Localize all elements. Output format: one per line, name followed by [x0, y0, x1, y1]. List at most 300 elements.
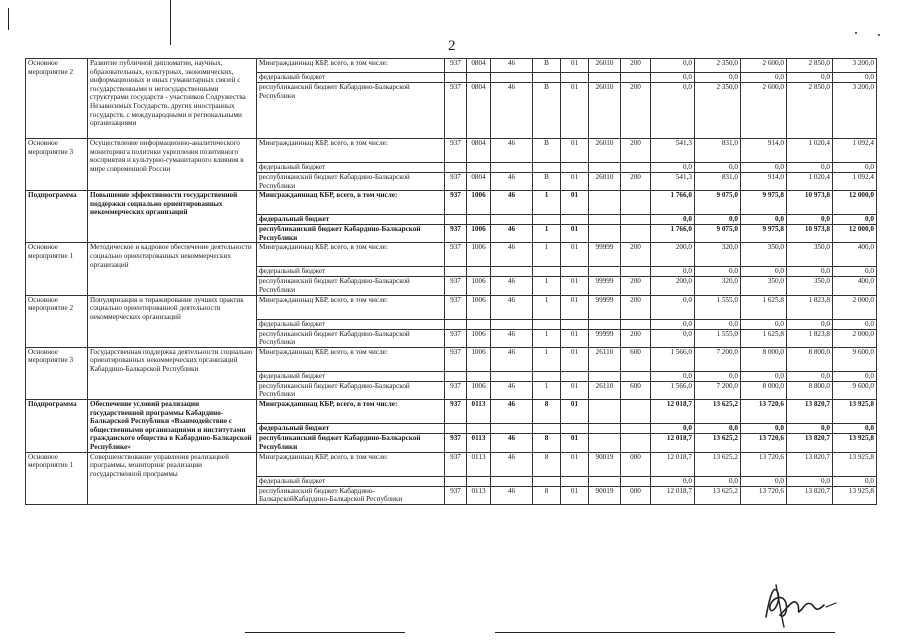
code-cell-rzpr: [467, 73, 491, 83]
scan-artifact-left: [8, 8, 9, 30]
code-cell-rzpr: [467, 319, 491, 329]
amount-cell-v1: 541,3: [651, 173, 695, 191]
funding-source-cell: федеральный бюджет: [257, 215, 445, 225]
code-cell-c2: [533, 371, 561, 381]
code-cell-vr: [621, 163, 651, 173]
amount-cell-v5: 2 000,0: [833, 329, 877, 347]
scan-dot: [855, 32, 857, 34]
code-cell-c2: 1: [533, 381, 561, 399]
amount-cell-v1: 0,0: [651, 295, 695, 319]
amount-cell-v2: 0,0: [695, 73, 741, 83]
amount-cell-v1: 12 018,7: [651, 434, 695, 452]
code-cell-rzpr: [467, 163, 491, 173]
amount-cell-v1: 0,0: [651, 319, 695, 329]
code-cell-c3: [561, 267, 589, 277]
scan-artifact-bottom-right: [495, 632, 835, 633]
amount-cell-v3: 0,0: [741, 163, 787, 173]
row-name-cell: Популяризация и тиражирование лучших практик социально ориентированной деятельности некоммерческих организаций: [88, 295, 257, 347]
amount-cell-v5: 0,0: [833, 163, 877, 173]
code-cell-vr: [621, 225, 651, 243]
scan-artifact-top: [170, 0, 171, 45]
code-cell-c4: [589, 319, 621, 329]
amount-cell-v1: 1 766,0: [651, 225, 695, 243]
code-cell-c1: 46: [491, 243, 533, 267]
amount-cell-v4: 1 020,4: [787, 173, 833, 191]
amount-cell-v1: 541,3: [651, 139, 695, 163]
amount-cell-v2: 0,0: [695, 476, 741, 486]
amount-cell-v1: 1 566,0: [651, 381, 695, 399]
amount-cell-v5: 13 925,8: [833, 434, 877, 452]
code-cell-c2: 1: [533, 225, 561, 243]
code-cell-c3: 01: [561, 139, 589, 163]
code-cell-c2: [533, 215, 561, 225]
table-row: [26, 347, 877, 371]
code-cell-c2: 8: [533, 486, 561, 504]
code-cell-vr: 200: [621, 83, 651, 139]
amount-cell-v3: 13 720,6: [741, 434, 787, 452]
code-cell-rzpr: 0804: [467, 59, 491, 73]
code-cell-c2: 1: [533, 277, 561, 295]
funding-source-cell: Минграждаиннац КБР, всего, в том числе:: [257, 347, 445, 371]
code-cell-c1: 46: [491, 191, 533, 215]
code-cell-c1: 46: [491, 399, 533, 423]
amount-cell-v2: 0,0: [695, 319, 741, 329]
code-cell-grbs: 937: [445, 486, 467, 504]
code-cell-c4: 26010: [589, 139, 621, 163]
amount-cell-v2: 0,0: [695, 215, 741, 225]
code-cell-c4: 99999: [589, 329, 621, 347]
amount-cell-v1: 200,0: [651, 243, 695, 267]
amount-cell-v1: 200,0: [651, 277, 695, 295]
funding-source-cell: Минграждаиннац КБР, всего, в том числе:: [257, 191, 445, 215]
amount-cell-v2: 1 555,0: [695, 295, 741, 319]
amount-cell-v2: 9 075,0: [695, 191, 741, 215]
signature: [760, 575, 840, 630]
amount-cell-v5: 13 925,8: [833, 452, 877, 476]
code-cell-grbs: 937: [445, 173, 467, 191]
code-cell-c4: 26010: [589, 173, 621, 191]
code-cell-c3: 01: [561, 59, 589, 73]
row-name-cell: Обеспечение условий реализации государственной программы Кабардино-Балкарской Республики «Взаимодействие с общественными организациями и институтами гражданского общества в Кабардино-Балкарской Республике»: [88, 399, 257, 452]
amount-cell-v2: 13 625,2: [695, 452, 741, 476]
code-cell-c3: 01: [561, 243, 589, 267]
funding-source-cell: Минграждаиннац КБР, всего, в том числе:: [257, 59, 445, 73]
code-cell-c2: [533, 163, 561, 173]
funding-source-cell: Минграждаиннац КБР, всего, в том числе:: [257, 399, 445, 423]
amount-cell-v5: 12 000,0: [833, 225, 877, 243]
amount-cell-v2: 13 625,2: [695, 434, 741, 452]
funding-source-cell: федеральный бюджет: [257, 163, 445, 173]
amount-cell-v3: 0,0: [741, 319, 787, 329]
code-cell-c2: 1: [533, 329, 561, 347]
code-cell-c2: 8: [533, 399, 561, 423]
code-cell-rzpr: 1006: [467, 191, 491, 215]
amount-cell-v2: 7 200,0: [695, 347, 741, 371]
amount-cell-v4: 1 020,4: [787, 139, 833, 163]
amount-cell-v3: 2 600,0: [741, 83, 787, 139]
page-number: 2: [448, 38, 456, 54]
code-cell-grbs: 937: [445, 399, 467, 423]
code-cell-rzpr: 0113: [467, 399, 491, 423]
code-cell-grbs: [445, 163, 467, 173]
amount-cell-v3: 914,0: [741, 139, 787, 163]
code-cell-grbs: 937: [445, 191, 467, 215]
amount-cell-v1: 1 566,0: [651, 347, 695, 371]
code-cell-c2: 1: [533, 243, 561, 267]
funding-source-cell: республиканский бюджет Кабардино-Балкарской Республики: [257, 329, 445, 347]
code-cell-c2: [533, 73, 561, 83]
amount-cell-v2: 0,0: [695, 424, 741, 434]
code-cell-c1: 46: [491, 173, 533, 191]
code-cell-c3: [561, 163, 589, 173]
amount-cell-v5: 400,0: [833, 243, 877, 267]
code-cell-grbs: 937: [445, 452, 467, 476]
code-cell-c4: 99999: [589, 243, 621, 267]
code-cell-vr: [621, 319, 651, 329]
code-cell-c3: 01: [561, 381, 589, 399]
amount-cell-v5: 3 200,0: [833, 83, 877, 139]
amount-cell-v2: 2 350,0: [695, 83, 741, 139]
amount-cell-v4: 0,0: [787, 215, 833, 225]
code-cell-c4: [589, 215, 621, 225]
code-cell-grbs: 937: [445, 243, 467, 267]
table-row: [26, 139, 877, 163]
code-cell-c4: [589, 225, 621, 243]
code-cell-vr: 200: [621, 277, 651, 295]
table-row: [26, 295, 877, 319]
code-cell-c1: 46: [491, 486, 533, 504]
code-cell-grbs: 937: [445, 83, 467, 139]
amount-cell-v4: 13 820,7: [787, 399, 833, 423]
amount-cell-v1: 12 018,7: [651, 486, 695, 504]
code-cell-c3: 01: [561, 452, 589, 476]
amount-cell-v3: 350,0: [741, 243, 787, 267]
amount-cell-v5: 0,0: [833, 267, 877, 277]
amount-cell-v2: 7 200,0: [695, 381, 741, 399]
amount-cell-v4: 13 820,7: [787, 452, 833, 476]
amount-cell-v1: 0,0: [651, 476, 695, 486]
amount-cell-v3: 0,0: [741, 73, 787, 83]
code-cell-vr: 200: [621, 173, 651, 191]
code-cell-c1: 46: [491, 295, 533, 319]
row-name-cell: Повышение эффективности государственной поддержки социально ориентированных некоммерческих организаций: [88, 191, 257, 243]
amount-cell-v3: 350,0: [741, 277, 787, 295]
code-cell-c3: 01: [561, 329, 589, 347]
amount-cell-v4: 0,0: [787, 319, 833, 329]
amount-cell-v5: 13 925,8: [833, 486, 877, 504]
funding-source-cell: Минграждаиннац КБР, всего, в том числе:: [257, 243, 445, 267]
code-cell-c1: 46: [491, 277, 533, 295]
code-cell-c3: [561, 476, 589, 486]
code-cell-c1: [491, 267, 533, 277]
code-cell-c1: 46: [491, 452, 533, 476]
amount-cell-v2: 2 350,0: [695, 59, 741, 73]
code-cell-grbs: [445, 267, 467, 277]
code-cell-vr: [621, 434, 651, 452]
code-cell-c2: 1: [533, 191, 561, 215]
amount-cell-v2: 9 075,0: [695, 225, 741, 243]
code-cell-rzpr: 0804: [467, 139, 491, 163]
code-cell-c4: [589, 163, 621, 173]
funding-source-cell: республиканский бюджет Кабардино-Балкарской Республики: [257, 434, 445, 452]
amount-cell-v5: 2 000,0: [833, 295, 877, 319]
amount-cell-v1: 12 018,7: [651, 452, 695, 476]
funding-source-cell: республиканский бюджет Кабардино-Балкарской Республики: [257, 225, 445, 243]
amount-cell-v4: 13 820,7: [787, 434, 833, 452]
code-cell-c1: 46: [491, 139, 533, 163]
funding-source-cell: федеральный бюджет: [257, 319, 445, 329]
row-type-cell: Основное мероприятие 2: [26, 59, 88, 139]
code-cell-c1: 46: [491, 347, 533, 371]
code-cell-vr: [621, 191, 651, 215]
amount-cell-v4: 13 820,7: [787, 486, 833, 504]
code-cell-c3: 01: [561, 347, 589, 371]
code-cell-c4: [589, 399, 621, 423]
code-cell-grbs: [445, 319, 467, 329]
amount-cell-v1: 0,0: [651, 424, 695, 434]
code-cell-vr: 200: [621, 139, 651, 163]
code-cell-c4: 26110: [589, 381, 621, 399]
table-row: [26, 59, 877, 73]
amount-cell-v3: 8 000,0: [741, 347, 787, 371]
code-cell-c1: [491, 163, 533, 173]
amount-cell-v1: 0,0: [651, 83, 695, 139]
amount-cell-v4: 10 973,8: [787, 191, 833, 215]
amount-cell-v4: 2 850,0: [787, 83, 833, 139]
amount-cell-v3: 0,0: [741, 371, 787, 381]
code-cell-rzpr: 0804: [467, 83, 491, 139]
code-cell-c4: [589, 267, 621, 277]
code-cell-c4: [589, 434, 621, 452]
amount-cell-v4: 8 800,0: [787, 381, 833, 399]
amount-cell-v4: 1 823,8: [787, 329, 833, 347]
code-cell-c2: [533, 267, 561, 277]
code-cell-rzpr: 0804: [467, 173, 491, 191]
funding-source-cell: федеральный бюджет: [257, 73, 445, 83]
code-cell-c2: 8: [533, 434, 561, 452]
code-cell-c1: 46: [491, 83, 533, 139]
amount-cell-v3: 1 625,8: [741, 295, 787, 319]
amount-cell-v4: 350,0: [787, 243, 833, 267]
code-cell-vr: 200: [621, 329, 651, 347]
code-cell-grbs: 937: [445, 347, 467, 371]
amount-cell-v4: 0,0: [787, 424, 833, 434]
funding-source-cell: Минграждаиннац КБР, всего, в том числе:: [257, 139, 445, 163]
code-cell-c3: 01: [561, 191, 589, 215]
row-name-cell: Осуществление информационно-аналитического мониторинга политики укрепления позитивного восприятия и культурно-гуманитарного влияния в мире современной России: [88, 139, 257, 191]
funding-source-cell: республиканский бюджет Кабардино-Балкарской Республики: [257, 173, 445, 191]
amount-cell-v5: 0,0: [833, 73, 877, 83]
code-cell-grbs: [445, 424, 467, 434]
amount-cell-v1: 0,0: [651, 59, 695, 73]
amount-cell-v3: 0,0: [741, 215, 787, 225]
code-cell-c1: [491, 73, 533, 83]
amount-cell-v4: 0,0: [787, 163, 833, 173]
amount-cell-v1: 0,0: [651, 163, 695, 173]
amount-cell-v4: 8 800,0: [787, 347, 833, 371]
code-cell-grbs: 937: [445, 434, 467, 452]
code-cell-rzpr: 0113: [467, 434, 491, 452]
code-cell-vr: 600: [621, 381, 651, 399]
code-cell-rzpr: 1006: [467, 277, 491, 295]
amount-cell-v4: 2 850,0: [787, 59, 833, 73]
amount-cell-v5: 13 925,8: [833, 399, 877, 423]
code-cell-grbs: 937: [445, 59, 467, 73]
code-cell-rzpr: [467, 267, 491, 277]
code-cell-c2: В: [533, 173, 561, 191]
code-cell-c1: [491, 476, 533, 486]
code-cell-c4: 99999: [589, 277, 621, 295]
code-cell-c1: [491, 319, 533, 329]
code-cell-c2: [533, 476, 561, 486]
amount-cell-v5: 0,0: [833, 371, 877, 381]
amount-cell-v3: 8 000,0: [741, 381, 787, 399]
amount-cell-v4: 0,0: [787, 371, 833, 381]
amount-cell-v5: 400,0: [833, 277, 877, 295]
amount-cell-v3: 914,0: [741, 173, 787, 191]
funding-source-cell: республиканский бюджет Кабардино-Балкарской Республики: [257, 277, 445, 295]
code-cell-vr: [621, 399, 651, 423]
amount-cell-v2: 1 555,0: [695, 329, 741, 347]
amount-cell-v2: 831,0: [695, 139, 741, 163]
amount-cell-v5: 0,0: [833, 476, 877, 486]
code-cell-c4: 90019: [589, 486, 621, 504]
code-cell-c3: [561, 319, 589, 329]
funding-source-cell: федеральный бюджет: [257, 371, 445, 381]
amount-cell-v4: 1 823,8: [787, 295, 833, 319]
code-cell-c4: 90019: [589, 452, 621, 476]
amount-cell-v3: 0,0: [741, 267, 787, 277]
code-cell-vr: [621, 371, 651, 381]
code-cell-c1: 46: [491, 329, 533, 347]
amount-cell-v2: 0,0: [695, 371, 741, 381]
amount-cell-v5: 9 600,0: [833, 347, 877, 371]
code-cell-rzpr: 1006: [467, 243, 491, 267]
amount-cell-v2: 13 625,2: [695, 399, 741, 423]
code-cell-grbs: 937: [445, 139, 467, 163]
budget-table: [25, 58, 877, 505]
code-cell-c3: 01: [561, 295, 589, 319]
amount-cell-v1: 0,0: [651, 371, 695, 381]
code-cell-c3: 01: [561, 399, 589, 423]
row-type-cell: Основное мероприятие 3: [26, 139, 88, 191]
code-cell-c3: 01: [561, 173, 589, 191]
code-cell-rzpr: 1006: [467, 225, 491, 243]
code-cell-rzpr: [467, 371, 491, 381]
amount-cell-v2: 0,0: [695, 163, 741, 173]
code-cell-grbs: [445, 476, 467, 486]
table-row: [26, 399, 877, 423]
code-cell-vr: 600: [621, 347, 651, 371]
amount-cell-v5: 3 200,0: [833, 59, 877, 73]
code-cell-rzpr: 1006: [467, 295, 491, 319]
amount-cell-v1: 12 018,7: [651, 399, 695, 423]
amount-cell-v1: 0,0: [651, 329, 695, 347]
code-cell-grbs: [445, 371, 467, 381]
code-cell-c2: 1: [533, 347, 561, 371]
table-row: [26, 191, 877, 215]
code-cell-vr: [621, 267, 651, 277]
funding-source-cell: федеральный бюджет: [257, 424, 445, 434]
amount-cell-v4: 350,0: [787, 277, 833, 295]
code-cell-c4: [589, 191, 621, 215]
code-cell-c4: [589, 371, 621, 381]
funding-source-cell: федеральный бюджет: [257, 476, 445, 486]
amount-cell-v3: 0,0: [741, 424, 787, 434]
code-cell-c2: [533, 424, 561, 434]
code-cell-c3: 01: [561, 434, 589, 452]
code-cell-c1: [491, 424, 533, 434]
amount-cell-v4: 0,0: [787, 267, 833, 277]
code-cell-grbs: 937: [445, 329, 467, 347]
code-cell-c3: [561, 424, 589, 434]
code-cell-grbs: 937: [445, 381, 467, 399]
code-cell-c3: 01: [561, 486, 589, 504]
code-cell-c2: В: [533, 59, 561, 73]
funding-source-cell: республиканский бюджет Кабардино-Балкарской Республики: [257, 381, 445, 399]
code-cell-c3: 01: [561, 277, 589, 295]
code-cell-c1: 46: [491, 59, 533, 73]
amount-cell-v5: 0,0: [833, 424, 877, 434]
amount-cell-v4: 10 973,8: [787, 225, 833, 243]
code-cell-vr: [621, 73, 651, 83]
code-cell-vr: 000: [621, 486, 651, 504]
code-cell-rzpr: 1006: [467, 329, 491, 347]
code-cell-c1: 46: [491, 381, 533, 399]
row-type-cell: Основное мероприятие 2: [26, 295, 88, 347]
amount-cell-v1: 0,0: [651, 267, 695, 277]
amount-cell-v1: 0,0: [651, 215, 695, 225]
code-cell-c2: В: [533, 83, 561, 139]
amount-cell-v2: 320,0: [695, 243, 741, 267]
amount-cell-v3: 0,0: [741, 476, 787, 486]
code-cell-c2: [533, 319, 561, 329]
row-type-cell: Основное мероприятие 1: [26, 452, 88, 504]
row-type-cell: Основное мероприятие 1: [26, 243, 88, 295]
amount-cell-v5: 0,0: [833, 319, 877, 329]
amount-cell-v4: 0,0: [787, 476, 833, 486]
funding-source-cell: Минграждаиннац КБР, всего, в том числе:: [257, 295, 445, 319]
amount-cell-v5: 1 092,4: [833, 173, 877, 191]
code-cell-c4: [589, 476, 621, 486]
code-cell-rzpr: 1006: [467, 381, 491, 399]
amount-cell-v4: 0,0: [787, 73, 833, 83]
code-cell-vr: [621, 215, 651, 225]
row-type-cell: Основное мероприятие 3: [26, 347, 88, 399]
code-cell-c3: [561, 371, 589, 381]
amount-cell-v3: 13 720,6: [741, 452, 787, 476]
table-row: [26, 452, 877, 476]
code-cell-c1: 46: [491, 434, 533, 452]
table-row: [26, 243, 877, 267]
funding-source-cell: Минграждаиннац КБР, всего, в том числе:: [257, 452, 445, 476]
row-type-cell: Подпрограмма: [26, 399, 88, 452]
code-cell-rzpr: [467, 424, 491, 434]
amount-cell-v3: 13 720,6: [741, 486, 787, 504]
amount-cell-v2: 13 625,2: [695, 486, 741, 504]
code-cell-c3: [561, 73, 589, 83]
code-cell-c3: 01: [561, 225, 589, 243]
amount-cell-v2: 0,0: [695, 267, 741, 277]
row-name-cell: Методическое и кадровое обеспечение деятельности социально ориентированных некоммерческих организаций: [88, 243, 257, 295]
row-name-cell: Государственная поддержка деятельности социально ориентированных некоммерческих организаций Кабардино-Балкарской Республики: [88, 347, 257, 399]
code-cell-c4: [589, 424, 621, 434]
funding-source-cell: федеральный бюджет: [257, 267, 445, 277]
amount-cell-v3: 1 625,8: [741, 329, 787, 347]
code-cell-vr: [621, 424, 651, 434]
amount-cell-v3: 9 975,8: [741, 225, 787, 243]
amount-cell-v5: 0,0: [833, 215, 877, 225]
